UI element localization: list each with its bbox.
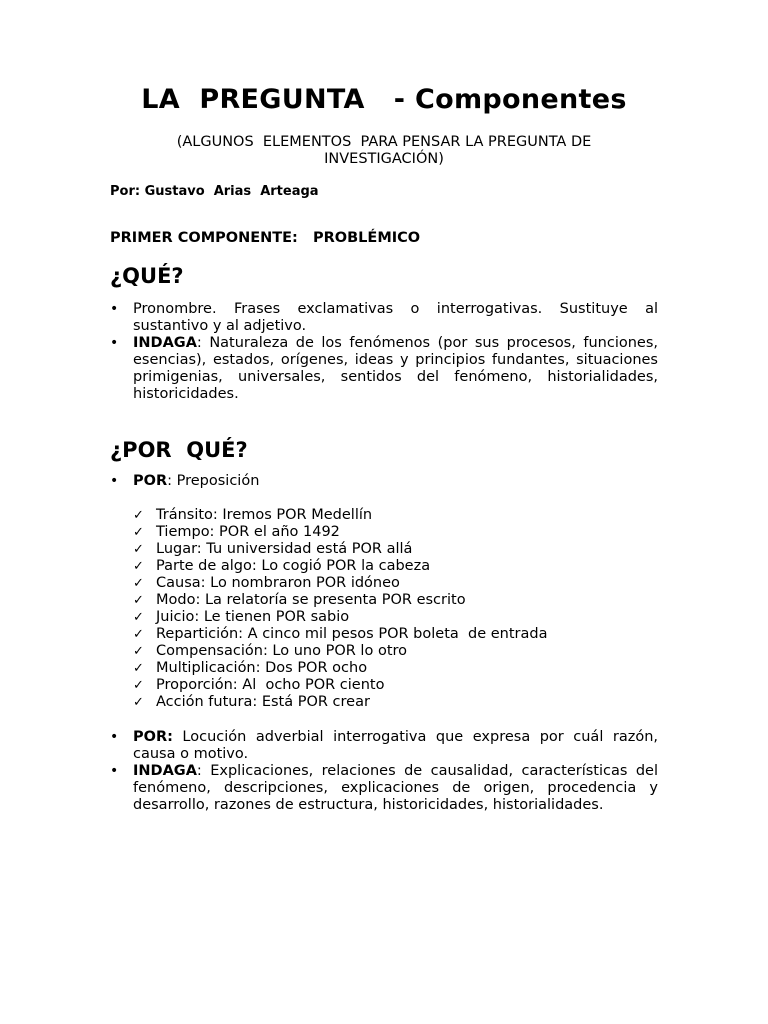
item-label: POR: [133,729,173,745]
checkmark-icon: ✓ [133,644,144,659]
check-item [133,694,547,711]
item-text: Locución adverbial interrogativa que expresa por cuál razón, causa o motivo. [133,729,658,762]
item-label: INDAGA [133,335,197,351]
item-label: INDAGA [133,763,197,779]
document-title: LA PREGUNTA - Componentes [141,84,627,115]
check-text: Juicio: Le tienen POR sabio [156,609,350,625]
checkmark-icon: ✓ [133,576,144,591]
check-item [133,592,547,609]
check-item [133,660,547,677]
check-item [133,643,547,660]
bullet-icon: • [110,301,119,317]
check-item [133,507,547,524]
check-text: Tránsito: Iremos POR Medellín [156,507,373,523]
bullet-icon: • [110,335,119,351]
checkmark-icon: ✓ [133,678,144,693]
check-text: Acción futura: Está POR crear [156,694,370,710]
checkmark-icon: ✓ [133,525,144,540]
check-item [133,541,547,558]
checkmark-icon: ✓ [133,559,144,574]
item-text: : Naturaleza de los fenómenos (por sus procesos, funciones, esencias), estados, orígenes, ideas y principios fundantes, situaciones primigenias, universales, sentidos del fenómeno, historialidades, historicidades. [133,335,658,402]
porque-checklist [133,507,547,711]
item-text: : Preposición [167,473,260,489]
check-item [133,524,547,541]
checkmark-icon: ✓ [133,508,144,523]
document-author: Por: Gustavo Arias Arteaga [110,184,319,199]
bullet-icon: • [110,729,119,745]
que-bullet-list [110,301,658,403]
check-text: Modo: La relatoría se presenta POR escrito [156,592,466,608]
check-text: Proporción: Al ocho POR ciento [156,677,385,693]
check-text: Tiempo: POR el año 1492 [156,524,340,540]
check-item [133,558,547,575]
check-item [133,575,547,592]
porque-bullet-list [110,729,658,814]
item-label: POR [133,473,168,489]
check-text: Compensación: Lo uno POR lo otro [156,643,408,659]
checkmark-icon: ✓ [133,627,144,642]
checkmark-icon: ✓ [133,661,144,676]
check-text: Causa: Lo nombraron POR idóneo [156,575,400,591]
item-text: : Explicaciones, relaciones de causalidad, características del fenómeno, descripciones, explicaciones de origen, procedencia y desarrollo, razones de estructura, historicidades, historialidades. [133,763,658,813]
list-item [110,301,658,335]
section-heading-que: ¿QUÉ? [110,264,184,288]
check-text: Repartición: A cinco mil pesos POR boleta de entrada [156,626,548,642]
bullet-icon: • [110,763,119,779]
item-text: Pronombre. Frases exclamativas o interrogativas. Sustituye al sustantivo y al adjetivo. [133,301,658,334]
document-subtitle: (ALGUNOS ELEMENTOS PARA PENSAR LA PREGUNTA DE INVESTIGACIÓN) [176,134,596,167]
section-heading-porque: ¿POR QUÉ? [110,438,248,462]
checkmark-icon: ✓ [133,593,144,608]
checkmark-icon: ✓ [133,610,144,625]
bullet-icon: • [110,473,119,489]
list-item [110,763,658,814]
list-item [110,335,658,403]
check-item [133,677,547,694]
check-text: Multiplicación: Dos POR ocho [156,660,368,676]
checkmark-icon: ✓ [133,695,144,710]
check-text: Parte de algo: Lo cogió POR la cabeza [156,558,431,574]
component-heading: PRIMER COMPONENTE: PROBLÉMICO [110,230,421,246]
check-text: Lugar: Tu universidad está POR allá [156,541,413,557]
porque-intro-list [110,473,658,490]
checkmark-icon: ✓ [133,542,144,557]
list-item [110,473,658,490]
list-item [110,729,658,763]
check-item [133,609,547,626]
check-item [133,626,547,643]
